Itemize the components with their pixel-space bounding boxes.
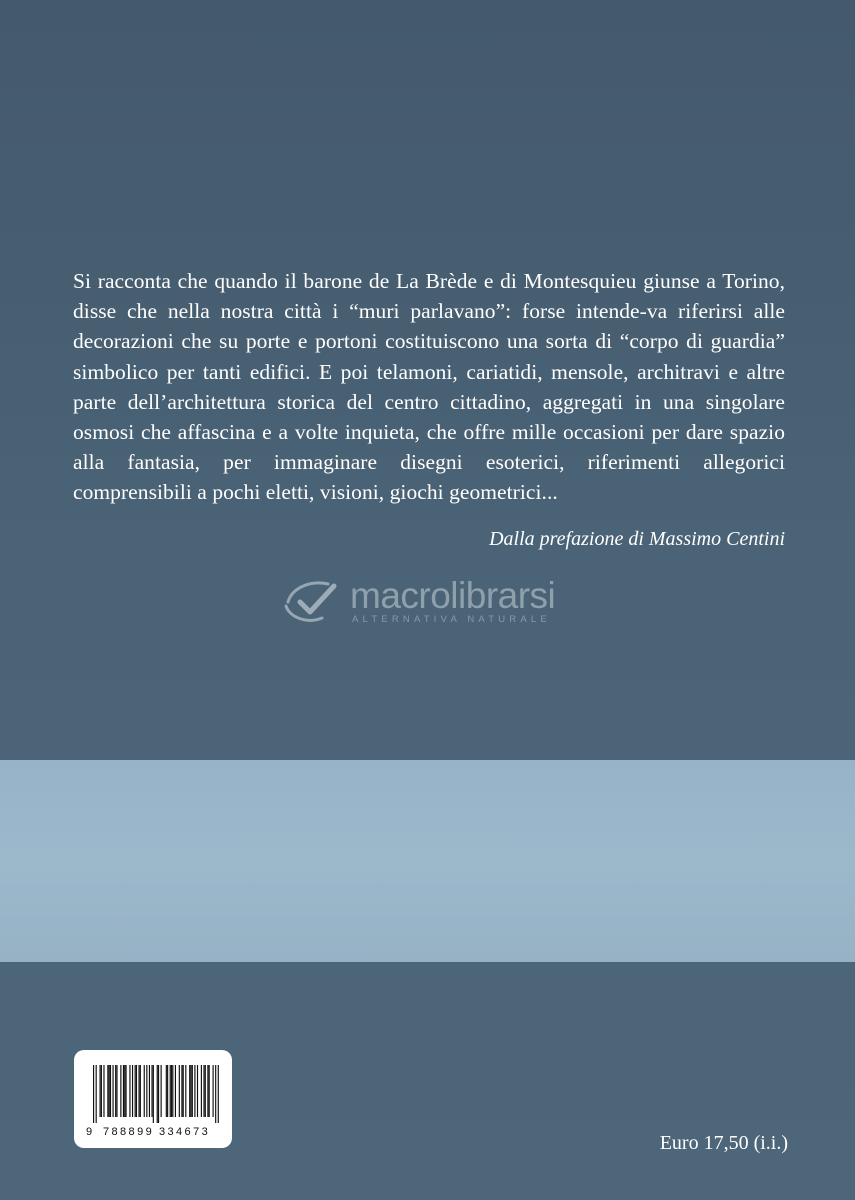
barcode-bar [175,1065,176,1117]
barcode-bar [116,1065,117,1117]
watermark-tagline: ALTERNATIVA NATURALE [352,614,551,625]
barcode-bar [129,1065,130,1117]
barcode-bar [138,1065,139,1117]
barcode-bar [190,1065,191,1117]
barcode-bar [167,1065,168,1117]
barcode-bar [110,1065,111,1117]
barcode-bar [136,1065,137,1117]
barcode-bar [192,1065,193,1117]
barcode-bar [197,1065,198,1117]
barcode-bar [194,1065,195,1117]
barcode-left-group: 788899 [103,1126,155,1138]
barcode-bar [203,1065,204,1117]
barcode-bar [140,1065,141,1117]
barcode-bar [205,1065,206,1117]
barcode-bar [161,1065,162,1117]
barcode-bar [215,1065,216,1123]
barcode-bar [170,1065,171,1117]
watermark [282,574,582,634]
barcode-bar [181,1065,182,1117]
barcode-bar [99,1065,100,1117]
barcode-bar [132,1065,133,1117]
checkmark-swoosh-icon [282,576,344,624]
barcode-bar [93,1065,94,1123]
barcode-bar [213,1065,214,1117]
barcode-bar [157,1065,158,1123]
barcode-bar [144,1065,145,1117]
preface-attribution: Dalla prefazione di Massimo Centini [489,528,785,550]
barcode-bar [171,1065,172,1117]
barcode-bar [151,1065,152,1117]
barcode-label [74,1050,232,1148]
barcode-bar [201,1065,202,1117]
barcode-bar [158,1065,159,1123]
barcode-bar [183,1065,184,1117]
light-blue-band [0,760,855,962]
barcode-right-group: 334673 [159,1126,211,1138]
barcode-bar [96,1065,97,1123]
barcode-first-digit: 9 [86,1126,93,1138]
barcode-bar [189,1065,190,1117]
blurb-text [73,266,785,508]
barcode-bar [120,1065,121,1117]
barcode-bar [207,1065,208,1117]
barcode-bar [112,1065,113,1117]
barcode-bar [179,1065,180,1117]
barcode-bar [172,1065,173,1117]
barcode-bar [103,1065,104,1117]
barcode-bar [185,1065,186,1117]
price-label: Euro 17,50 (i.i.) [659,1132,788,1154]
barcode-bar [125,1065,126,1117]
barcode-bar [115,1065,116,1117]
barcode-bar [107,1065,108,1117]
watermark-name: macrolibrarsi [350,575,556,616]
barcode-bar [166,1065,167,1117]
barcode-bar [109,1065,110,1117]
barcode-bar [123,1065,124,1117]
blurb-paragraph: Si racconta che quando il barone de La Brède e di Montesquieu giunse a Torino, disse che nella nostra città i “muri parlavano”: forse intende-va riferirsi alle decorazioni che su porte e portoni costituiscono una sorta di “corpo di guardia” simbolico per tanti edifici. E poi telamoni, cariatidi, mensole, architravi e altre parte dell’architettura storica del centro cittadino, aggregati in una singolare osmosi che affascina e a volte inquieta, che offre mille occasioni per dare spazio alla fantasia, per immaginare disegni esoterici, riferimenti allegorici comprensibili a pochi eletti, visioni, giochi geometrici... [73,269,785,505]
barcode-bar [153,1065,154,1123]
barcode-bar [101,1065,102,1117]
barcode-bar [146,1065,147,1117]
barcode-bar [218,1065,219,1123]
barcode-bar [209,1065,210,1117]
barcode-bar [124,1065,125,1117]
barcode-bars [93,1065,219,1123]
barcode-bar [149,1065,150,1117]
barcode-bar [135,1065,136,1117]
